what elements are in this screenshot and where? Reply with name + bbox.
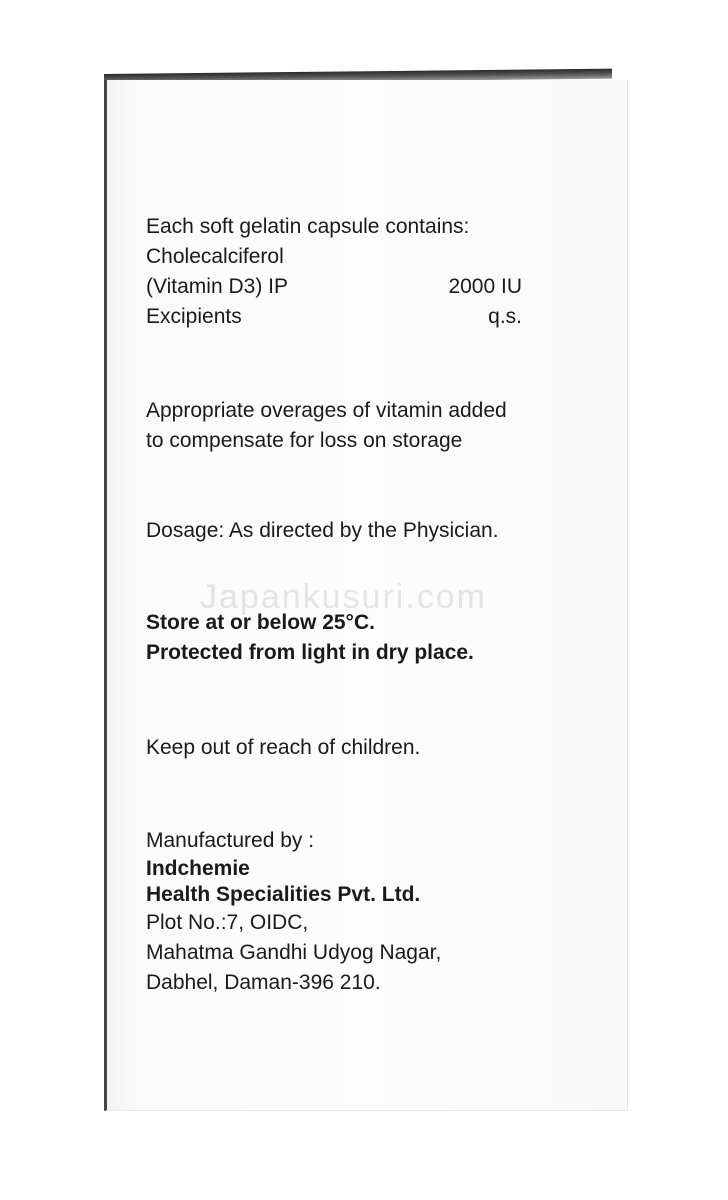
manufacturer-address-line1: Plot No.:7, OIDC, bbox=[146, 911, 309, 934]
manufacturer-name-line1: Indchemie bbox=[146, 857, 250, 880]
warning-section bbox=[146, 733, 420, 763]
manufacturer-section bbox=[146, 826, 441, 998]
excipients-label: Excipients bbox=[146, 305, 242, 328]
ingredient-name: Cholecalciferol bbox=[146, 245, 284, 268]
watermark: Japankusuri.com bbox=[200, 578, 488, 616]
manufacturer-label: Manufactured by : bbox=[146, 829, 315, 852]
storage-line1: Store at or below 25°C. bbox=[146, 611, 375, 634]
warning-text: Keep out of reach of children. bbox=[146, 736, 421, 759]
dosage-section bbox=[146, 516, 499, 546]
overage-note-line1: Appropriate overages of vitamin added bbox=[146, 399, 507, 422]
manufacturer-name-line2: Health Specialities Pvt. Ltd. bbox=[146, 883, 421, 906]
storage-section bbox=[146, 608, 474, 668]
dosage-text: Dosage: As directed by the Physician. bbox=[146, 519, 499, 542]
manufacturer-address-line2: Mahatma Gandhi Udyog Nagar, bbox=[146, 941, 442, 964]
ingredient-row bbox=[146, 272, 522, 302]
excipients-row bbox=[146, 302, 522, 332]
composition-section bbox=[146, 212, 522, 332]
ingredient-detail: (Vitamin D3) IP bbox=[146, 275, 288, 298]
storage-line2: Protected from light in dry place. bbox=[146, 641, 474, 664]
overage-note-line2: to compensate for loss on storage bbox=[146, 429, 463, 452]
manufacturer-address-line3: Dabhel, Daman-396 210. bbox=[146, 971, 381, 994]
composition-heading: Each soft gelatin capsule contains: bbox=[146, 215, 470, 238]
overage-note bbox=[146, 396, 507, 456]
excipients-amount: q.s. bbox=[488, 305, 522, 328]
ingredient-amount: 2000 IU bbox=[448, 275, 522, 298]
